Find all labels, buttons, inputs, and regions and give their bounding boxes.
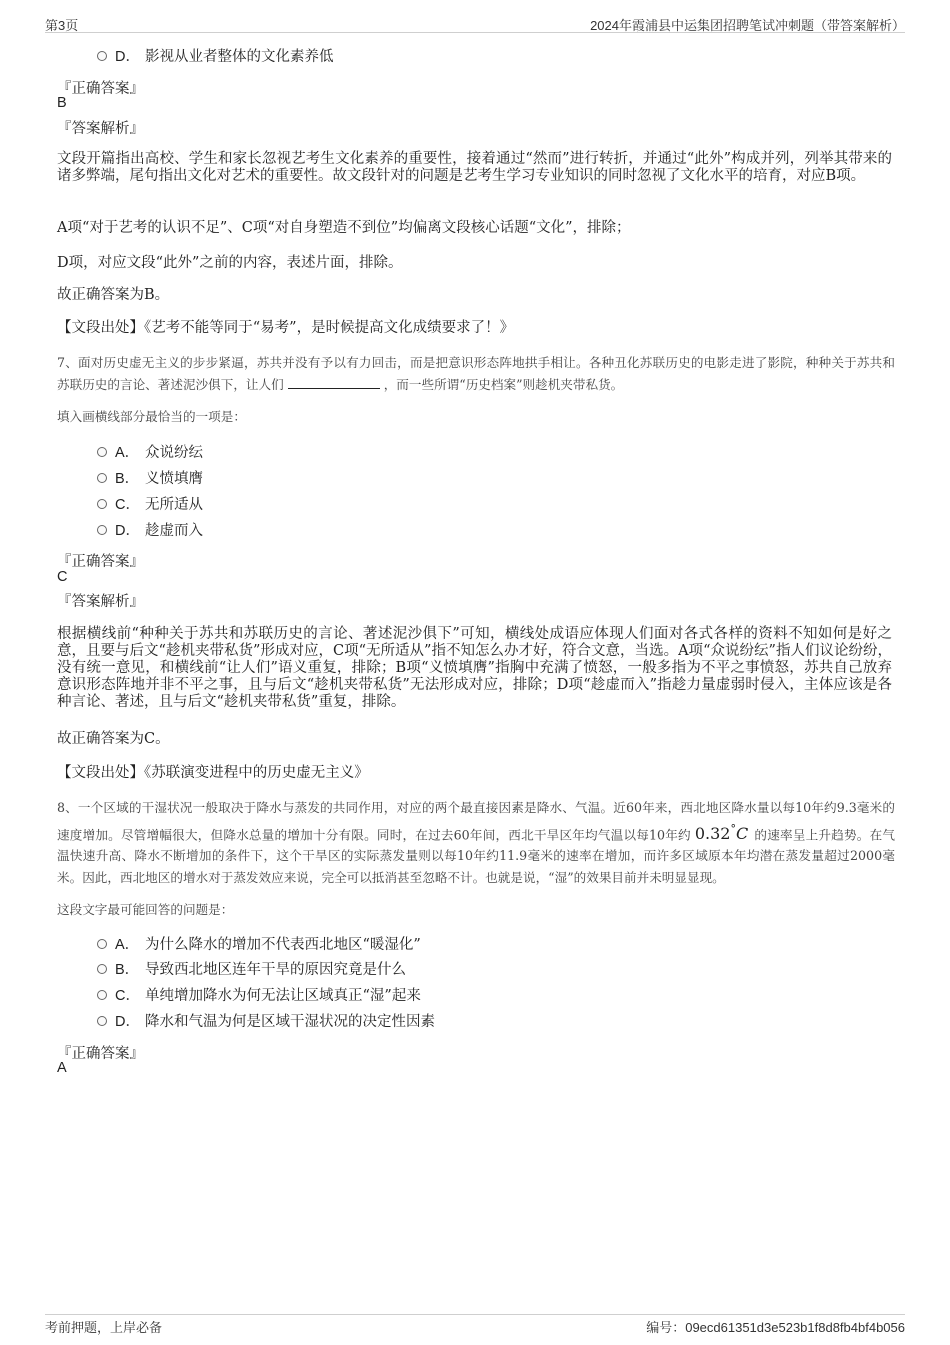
analysis-conclusion: 故正确答案为B。 [57,287,170,303]
source-citation: 【文段出处】《苏联演变进程中的历史虚无主义》 [57,765,369,781]
radio-icon[interactable] [97,447,107,457]
radio-icon[interactable] [97,51,107,61]
analysis-label: 『答案解析』 [57,594,144,610]
radio-icon[interactable] [97,1016,107,1026]
q8-option-c[interactable]: C． 单纯增加降水为何无法让区域真正“湿”起来 [97,985,421,1007]
page-header [45,14,905,33]
radio-icon[interactable] [97,525,107,535]
analysis-paragraph: D项，对应文段“此外”之前的内容，表述片面，排除。 [57,255,403,271]
question-prompt: 填入画横线部分最恰当的一项是： [57,409,246,424]
correct-answer: B [57,95,67,111]
radio-icon[interactable] [97,990,107,1000]
question-stem: 7、面对历史虚无主义的步步紧逼，苏共并没有予以有力回击，而是把意识形态阵地拱手相让。各种丑化苏联历史的电影走进了影院，种种关于苏共和苏联历史的言论、著述泥沙俱下，让人们 ，而一些所谓“历史档案”则趁机夹带私货。 [57,355,895,392]
temperature-value: 0.32°C [694,822,749,843]
correct-answer-label: 『正确答案』 [57,1046,144,1062]
page-number: 第3页 [45,18,79,33]
q7-option-d[interactable]: D． 趁虚而入 [97,520,203,542]
document-title: 2024年霞浦县中运集团招聘笔试冲刺题（带答案解析） [590,18,905,33]
radio-icon[interactable] [97,499,107,509]
analysis-conclusion: 故正确答案为C。 [57,731,170,747]
analysis-paragraph: 根据横线前“种种关于苏共和苏联历史的言论、著述泥沙俱下”可知，横线处成语应体现人们面对各式各样的资料不知如何是好之意，且要与后文“趁机夹带私货”形成对应，C项“无所适从”指不知怎么办才好，符合文意，当选。A项“众说纷纭”指人们议论纷纷，没有统一意见，和横线前“让人们”语义重复，排除；B项“义愤填膺”指胸中充满了愤怒，一般多指为不平之事愤怒，苏共自己放弃意识形态阵地并非不平之事，且与后文“趁机夹带私货”无法形成对应，排除；D项“趁虚而入”指趁力量虚弱时侵入，主体应该是各种言论、著述，且与后文“趁机夹带私货”重复，排除。 [57,626,892,710]
question-stem: 8、一个区域的干湿状况一般取决于降水与蒸发的共同作用，对应的两个最直接因素是降水、气温。近60年来，西北地区降水量以每10年约9.3毫米的速度增加。尽管增幅很大，但降水总量的增加十分有限。同时，在过去60年间，西北干旱区年均气温以每10年约 0.32°C 的速率呈上升趋势。在气温快速升高、降水不断增加的条件下，这个干旱区的实际蒸发量则以每10年约11.9毫米的速率在增加，而许多区域原本年均潜在蒸发量超过2000毫米。因此，西北地区的增水对于蒸发效应来说，完全可以抵消甚至忽略不计。也就是说，“湿”的效果目前并未明显显现。 [57,800,895,885]
correct-answer-label: 『正确答案』 [57,554,144,570]
footer-slogan: 考前押题，上岸必备 [45,1320,163,1335]
q8-option-d[interactable]: D． 降水和气温为何是区域干湿状况的决定性因素 [97,1011,435,1033]
correct-answer: A [57,1060,67,1076]
q7-option-c[interactable]: C． 无所适从 [97,494,203,516]
source-citation: 【文段出处】《艺考不能等同于“易考”，是时候提高文化成绩要求了！》 [57,320,515,336]
q7-option-b[interactable]: B． 义愤填膺 [97,468,203,490]
q8-option-b[interactable]: B． 导致西北地区连年干旱的原因究竟是什么 [97,959,406,981]
radio-icon[interactable] [97,473,107,483]
q6-option-d[interactable]: D． 影视从业者整体的文化素养低 [97,46,334,68]
question-prompt: 这段文字最可能回答的问题是： [57,902,234,917]
q7-option-a[interactable]: A． 众说纷纭 [97,442,203,464]
analysis-paragraph: A项“对于艺考的认识不足”、C项“对自身塑造不到位”均偏离文段核心话题“文化”，排除； [57,220,631,236]
analysis-label: 『答案解析』 [57,121,144,137]
document-id: 编号：09ecd61351d3e523b1f8d8fb4bf4b056 [646,1320,905,1335]
correct-answer: C [57,569,68,585]
analysis-paragraph: 文段开篇指出高校、学生和家长忽视艺考生文化素养的重要性，接着通过“然而”进行转折，并通过“此外”构成并列，列举其带来的诸多弊端，尾句指出文化对艺术的重要性。故文段针对的问题是艺考生学习专业知识的同时忽视了文化水平的培育，对应B项。 [57,151,892,184]
radio-icon[interactable] [97,964,107,974]
q8-option-a[interactable]: A． 为什么降水的增加不代表西北地区“暖湿化” [97,934,421,956]
page-footer [45,1314,905,1335]
fill-in-blank [288,376,380,389]
radio-icon[interactable] [97,939,107,949]
correct-answer-label: 『正确答案』 [57,81,144,97]
